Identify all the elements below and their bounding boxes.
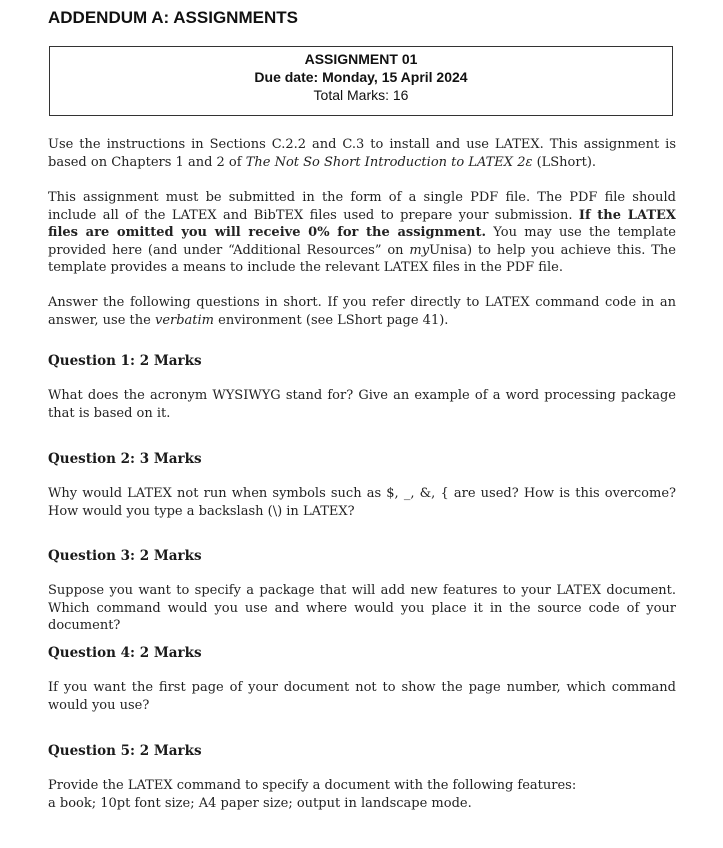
question-4-text: If you want the first page of your document not to show the page number, which command would you use? bbox=[48, 680, 676, 713]
intro-text: Answer the following questions in short. If you refer directly to LATEX command code in an answer, use the bbox=[48, 295, 676, 328]
intro-text: Use the instructions in Sections C.2.2 and C.3 to install and use LATEX. This assignment is based on Chapters 1 and 2 of bbox=[48, 137, 676, 170]
page-title: ADDENDUM A: ASSIGNMENTS bbox=[48, 8, 298, 27]
assignment-name: ASSIGNMENT 01 bbox=[304, 51, 418, 67]
intro-paragraph-1 bbox=[48, 136, 676, 171]
total-marks: Total Marks: 16 bbox=[313, 87, 409, 103]
question-5-text: Provide the LATEX command to specify a document with the following features: bbox=[48, 778, 577, 793]
question-1-heading: Question 1: 2 Marks bbox=[48, 353, 202, 369]
question-4-heading: Question 4: 2 Marks bbox=[48, 645, 202, 661]
warning-text: If the LATEX files are omitted you will receive 0% for the assignment. bbox=[48, 207, 676, 241]
intro-text: This assignment must be submitted in the form of a single PDF file. The PDF file should include all of the LATEX and BibTEX files used to prepare your submission. bbox=[48, 190, 676, 223]
intro-text: environment (see LShort page 41). bbox=[214, 312, 449, 328]
verbatim-term: verbatim bbox=[154, 312, 215, 328]
assignment-info-box bbox=[49, 46, 673, 116]
intro-text: You may use the template provided here (and under “Additional Resources” on bbox=[48, 225, 676, 258]
question-2-heading: Question 2: 3 Marks bbox=[48, 451, 202, 467]
question-3-text: Suppose you want to specify a package that will add new features to your LATEX document. Which command would you use and where would you place it in the source code of your document? bbox=[48, 583, 676, 634]
book-title: The Not So Short Introduction to LATEX 2ε bbox=[245, 154, 533, 170]
question-5-heading: Question 5: 2 Marks bbox=[48, 743, 202, 759]
my-unisa-prefix: my bbox=[409, 242, 430, 258]
question-3-heading: Question 3: 2 Marks bbox=[48, 548, 202, 564]
intro-text: (LShort). bbox=[532, 154, 597, 170]
intro-paragraph-3 bbox=[48, 294, 676, 329]
intro-text: Unisa) to help you achieve this. The template provides a means to include the relevant LATEX files in the PDF file. bbox=[48, 242, 676, 276]
question-2-text: Why would LATEX not run when symbols such as $, _, &, { are used? How is this overcome? How would you type a backslash (\) in LATEX? bbox=[48, 486, 676, 519]
due-date: Due date: Monday, 15 April 2024 bbox=[254, 69, 468, 85]
question-1-text: What does the acronym WYSIWYG stand for? Give an example of a word processing package that is based on it. bbox=[48, 388, 676, 421]
question-5-features: a book; 10pt font size; A4 paper size; output in landscape mode. bbox=[48, 796, 472, 811]
intro-paragraph-2 bbox=[48, 189, 676, 277]
